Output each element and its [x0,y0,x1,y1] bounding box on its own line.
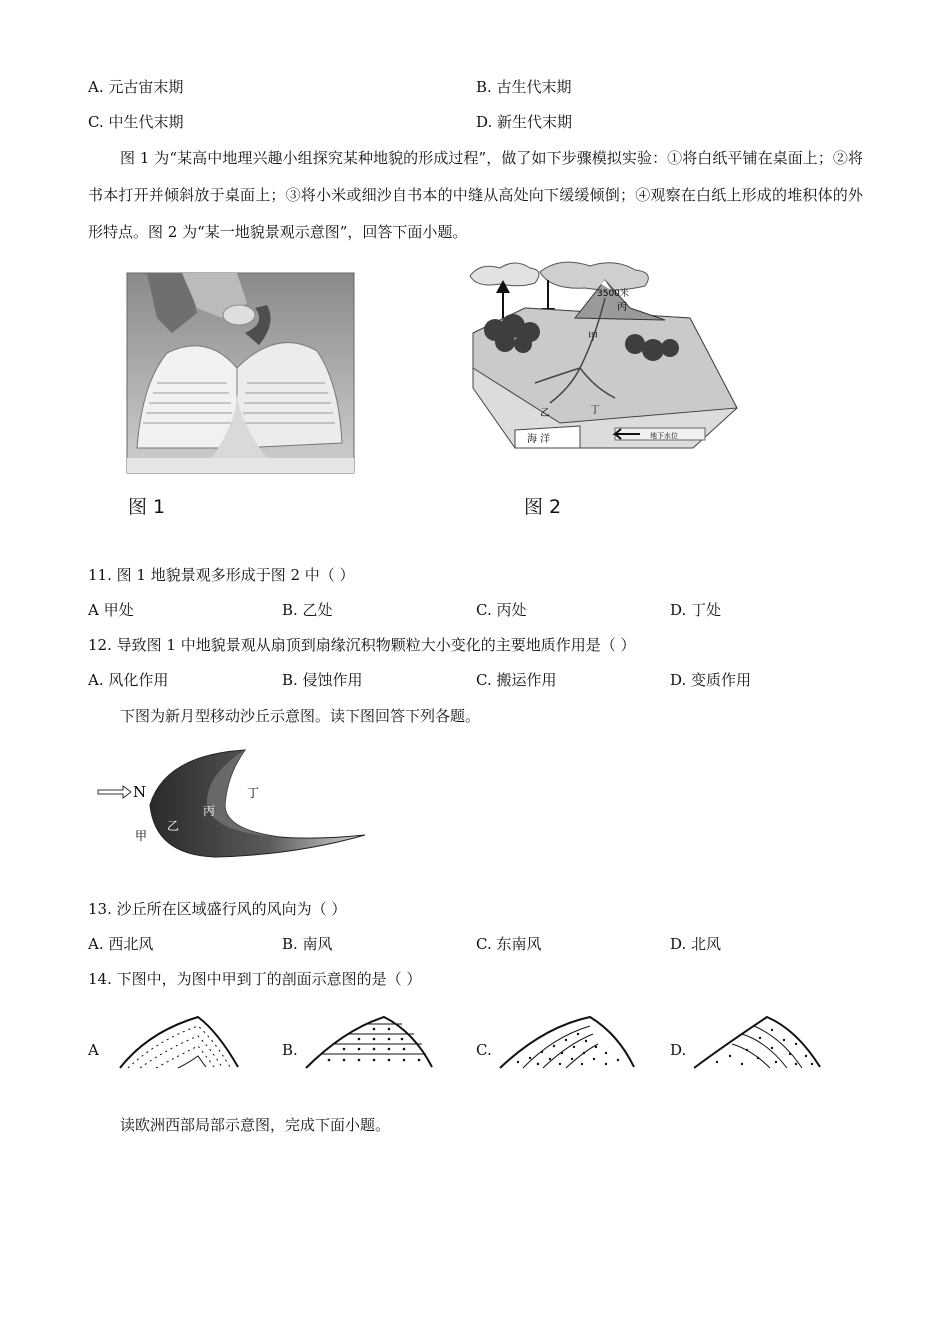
q10-option-a[interactable]: A. 元古宙末期 [88,78,184,96]
figure-2-caption: 图 2 [524,496,562,518]
q12-option-c[interactable]: C. 搬运作用 [476,671,557,689]
dune-label-bing: 丙 [203,804,216,818]
q10-option-c[interactable]: C. 中生代末期 [88,113,184,131]
q13-option-d[interactable]: D. 北风 [670,935,722,953]
figure-1-caption: 图 1 [128,496,166,518]
q12-stem: 12. 导致图 1 中地貌景观从扇顶到扇缘沉积物颗粒大小变化的主要地质作用是（ ） [88,636,636,654]
q14-option-a-label[interactable]: A [88,1041,99,1059]
passage-experiment: 图 1 为“某高中地理兴趣小组探究某种地貌的形成过程”，做了如下步骤模拟实验：①将白纸平铺在桌面上；②将书本打开并倾斜放于桌面上；③将小米或细沙自书本的中缝从高处向下缓缓倾倒；④观察在白纸上形成的堆积体的外形特点。图 2 为“某一地貌景观示意图”，回答下面小题。 [88,149,863,241]
figure-1-photo [127,273,354,473]
dune-north-label: N [133,783,147,801]
q12-option-d[interactable]: D. 变质作用 [670,671,752,689]
dune-label-ding: 丁 [247,786,260,800]
label-ding: 丁 [590,405,600,416]
label-bing: 丙 [617,302,627,313]
q14-profile-c[interactable] [498,1012,636,1070]
q14-stem: 14. 下图中，为图中甲到丁的剖面示意图的是（ ） [88,970,422,988]
q14-option-d-label[interactable]: D. [670,1041,687,1059]
dune-label-yi: 乙 [167,819,180,833]
q14-option-b-label[interactable]: B. [282,1041,298,1059]
q13-option-c[interactable]: C. 东南风 [476,935,542,953]
q14-profile-b[interactable] [304,1012,434,1070]
q11-option-d[interactable]: D. 丁处 [670,601,722,619]
dune-diagram [95,745,370,860]
q13-option-b[interactable]: B. 南风 [282,935,333,953]
label-ocean: 海 洋 [527,434,551,445]
q10-option-b[interactable]: B. 古生代末期 [476,78,572,96]
passage-dune: 下图为新月型移动沙丘示意图。读下图回答下列各题。 [120,707,481,725]
label-groundwater: 地下水位 [650,432,678,440]
figure-2-landscape [465,258,740,448]
passage-europe: 读欧洲西部局部示意图，完成下面小题。 [120,1116,391,1134]
label-height: 3500米 [597,289,629,299]
q10-option-d[interactable]: D. 新生代末期 [476,113,573,131]
dune-label-jia: 甲 [135,829,148,843]
q11-option-b[interactable]: B. 乙处 [282,601,333,619]
q12-option-b[interactable]: B. 侵蚀作用 [282,671,363,689]
q11-stem: 11. 图 1 地貌景观多形成于图 2 中（ ） [88,566,355,584]
q11-option-a[interactable]: A 甲处 [88,601,134,619]
q11-option-c[interactable]: C. 丙处 [476,601,527,619]
label-yi: 乙 [540,408,550,419]
label-jia: 甲 [588,332,598,343]
q13-stem: 13. 沙丘所在区域盛行风的风向为（ ） [88,900,347,918]
q14-profile-a[interactable] [118,1012,240,1070]
q13-option-a[interactable]: A. 西北风 [88,935,154,953]
q12-option-a[interactable]: A. 风化作用 [88,671,169,689]
q14-profile-d[interactable] [692,1012,824,1070]
q14-option-c-label[interactable]: C. [476,1041,492,1059]
